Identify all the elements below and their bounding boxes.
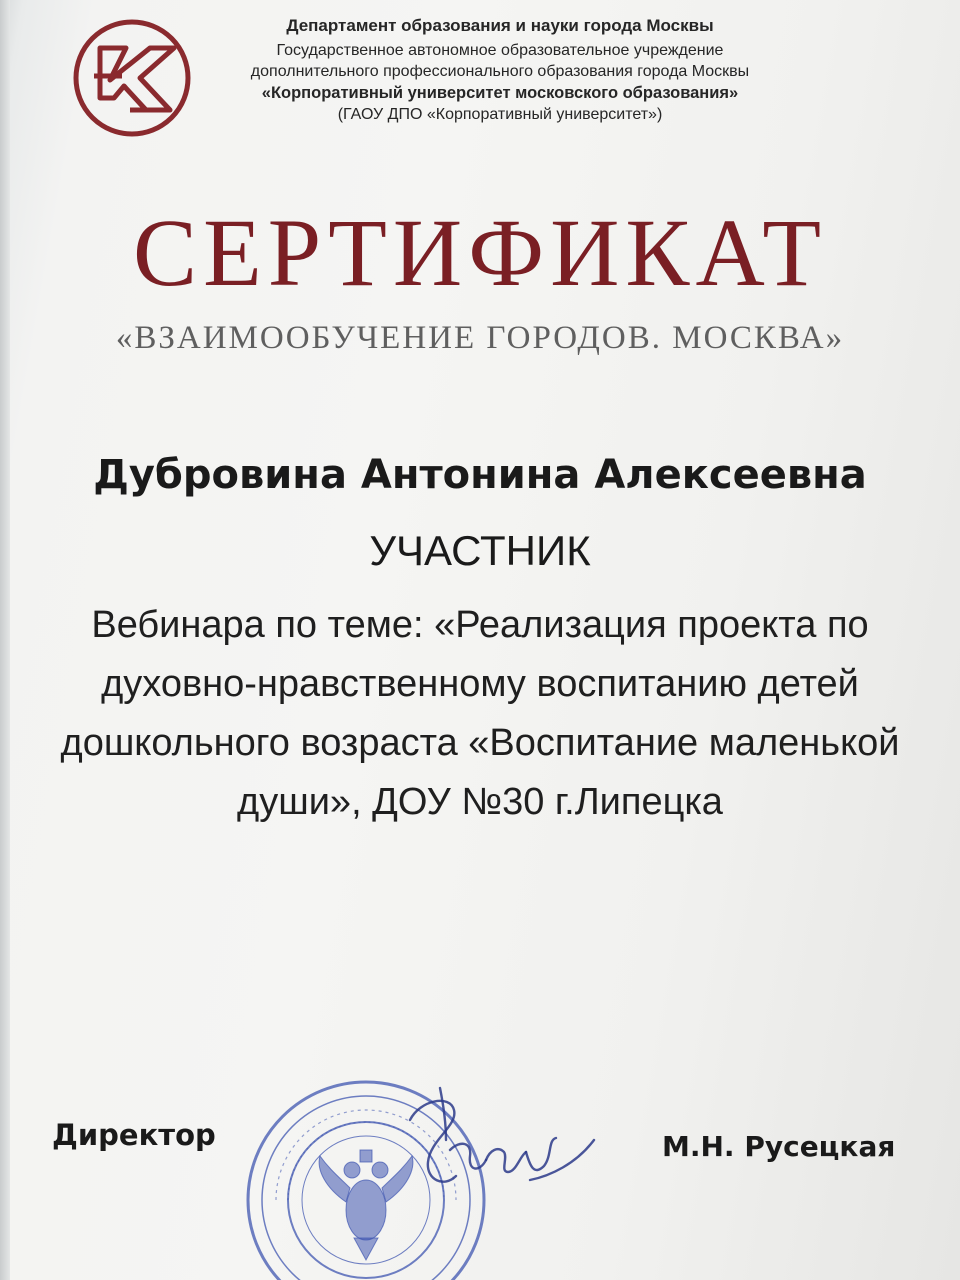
director-label: Директор [52,1118,216,1152]
university-name: «Корпоративный университет московского образования» [261,84,739,102]
organization-header [200,14,800,124]
webinar-line-2: духовно-нравственному воспитанию детей [101,663,859,705]
certificate-title: СЕРТИФИКАТ [133,199,827,306]
handwritten-signature-icon [380,1080,600,1210]
webinar-line-1: Вебинара по теме: «Реализация проекта по [91,604,869,646]
university-short-name: (ГАОУ ДПО «Корпоративный университет») [337,106,663,123]
webinar-line-3: дошкольного возраста «Воспитание маленькой [60,722,900,764]
webinar-description [0,596,960,832]
ku-monogram-logo-icon [70,14,198,142]
webinar-line-4: души», ДОУ №30 г.Липецка [237,781,723,823]
department-name: Департамент образования и науки города Москвы [286,16,714,35]
institution-type: Государственное автономное образовательное учреждение [276,42,724,59]
director-name: М.Н. Русецкая [662,1130,896,1163]
certificate-subtitle: «ВЗАИМООБУЧЕНИЕ ГОРОДОВ. МОСКВА» [115,320,845,356]
participant-role: УЧАСТНИК [369,527,591,574]
recipient-name: Дубровина Антонина Алексеевна [93,452,867,498]
institution-type-continued: дополнительного профессионального образования города Москвы [250,63,750,80]
